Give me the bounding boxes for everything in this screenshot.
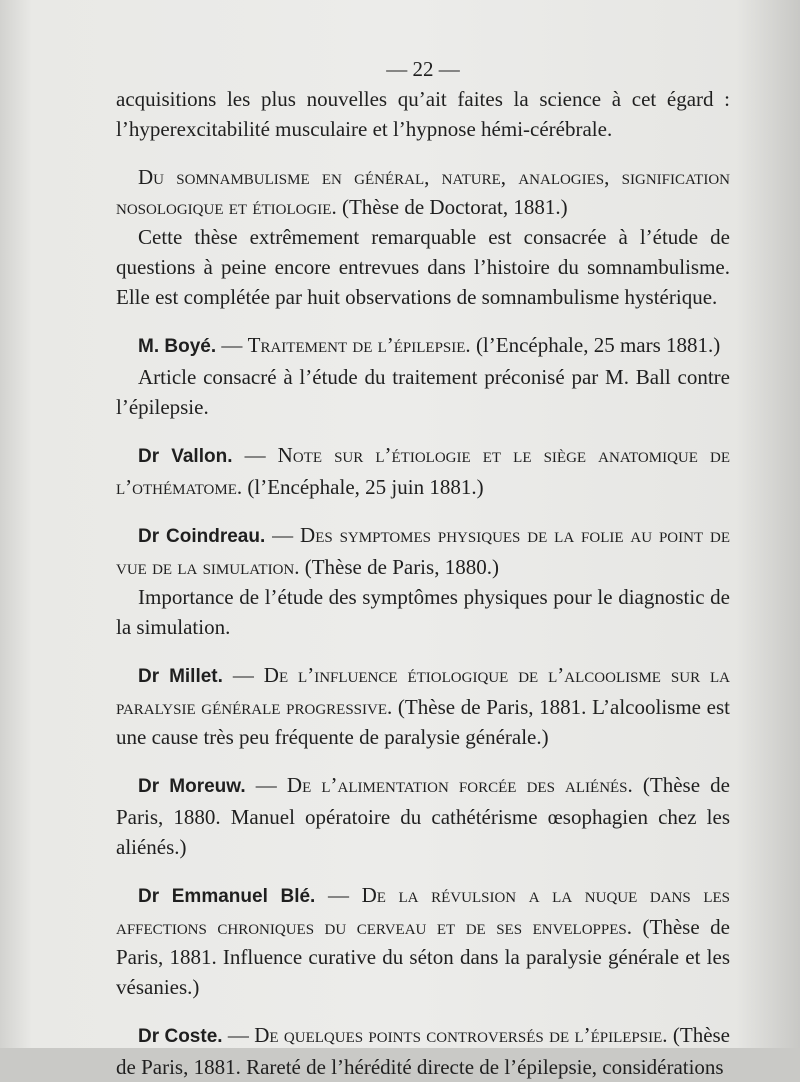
entry-reference: (l’Encéphale, 25 juin 1881.) xyxy=(242,475,484,499)
entry-heading xyxy=(116,330,730,362)
page-text xyxy=(116,54,730,1082)
entry-heading xyxy=(116,880,730,1002)
entry-heading xyxy=(116,660,730,752)
entry-title: Du somnambulisme en général, nature, analogies, signification nosologique et étiologie. xyxy=(116,165,730,219)
entry-title: Traitement de l’épilepsie. xyxy=(247,333,471,357)
entry-summary: Article consacré à l’étude du traitement préconisé par M. Ball contre l’épilepsie. xyxy=(116,365,730,419)
entry-title: De la révulsion a la nuque dans les affections chroniques du cerveau et de ses enveloppes. xyxy=(116,883,731,939)
entry-separator: — xyxy=(232,443,278,467)
intro-paragraph: acquisitions les plus nouvelles qu’ait faites la science à cet égard : l’hyperexcitabilité musculaire et l’hypnose hémi-cérébrale. xyxy=(116,87,730,141)
entry-author: Dr Coste. xyxy=(138,1026,223,1047)
entry-title: De quelques points controversés de l’épilepsie. xyxy=(254,1023,668,1047)
entry-heading xyxy=(116,162,730,222)
entry-separator: — xyxy=(216,333,248,357)
entry-reference: (Thèse de Paris, 1880.) xyxy=(299,555,499,579)
bibliography-entry xyxy=(116,440,730,502)
entry-separator: — xyxy=(315,883,362,907)
entry-author: Dr Coindreau. xyxy=(138,526,266,547)
entry-summary: Importance de l’étude des symptômes physiques pour le diagnostic de la simulation. xyxy=(116,585,730,639)
entry-reference: (l’Encéphale, 25 mars 1881.) xyxy=(470,333,721,357)
entry-heading xyxy=(116,520,730,582)
entry-author: Dr Vallon. xyxy=(138,446,233,467)
entry-summary: Cette thèse extrêmement remarquable est consacrée à l’étude de questions à peine encore entrevues dans l’histoire du somnambulisme. Elle est complétée par huit observations de somnambulisme hystérique. xyxy=(116,225,730,309)
entry-heading xyxy=(116,440,730,502)
entry-heading xyxy=(116,1020,730,1082)
entry-separator: — xyxy=(222,1023,255,1047)
page-number: — 22 — xyxy=(386,57,460,81)
bibliography-entry xyxy=(116,162,730,312)
entry-author: M. Boyé. xyxy=(138,336,217,357)
bibliography-entry xyxy=(116,330,730,422)
entry-reference: (Thèse de Paris, 1881. L’alcoolisme est une cause très peu fréquente de paralysie générale.) xyxy=(116,695,730,749)
entry-author: Dr Moreuw. xyxy=(138,776,246,797)
entry-separator: — xyxy=(265,523,301,547)
entry-title: De l’alimentation forcée des aliénés. xyxy=(286,773,633,797)
entry-title: Note sur l’étiologie et le siège anatomique de l’othématome. xyxy=(116,443,730,499)
entry-separator: — xyxy=(222,663,264,687)
entry-reference: (Thèse de Doctorat, 1881.) xyxy=(336,195,568,219)
entry-author: Dr Millet. xyxy=(138,666,223,687)
entry-separator: — xyxy=(245,773,287,797)
entry-title: De l’influence étiologique de l’alcoolisme sur la paralysie générale progressive. xyxy=(116,663,731,719)
bibliography-entry xyxy=(116,660,730,752)
entry-reference: (Thèse de Paris, 1880. Manuel opératoire du cathétérisme œsophagien chez les aliénés.) xyxy=(116,773,730,859)
entry-author: Dr Emmanuel Blé. xyxy=(138,886,316,907)
entry-reference: (Thèse de Paris, 1881. Influence curative du séton dans la paralysie générale et les vésanies.) xyxy=(116,915,730,999)
bibliography-entries xyxy=(116,162,730,1082)
entry-title: Des symptomes physiques de la folie au point de vue de la simulation. xyxy=(116,523,731,579)
bibliography-entry xyxy=(116,880,730,1002)
entry-heading xyxy=(116,770,730,862)
entry-reference: (Thèse de Paris, 1881. Rareté de l’hérédité directe de l’épilepsie, considérations xyxy=(116,1023,731,1079)
bibliography-entry xyxy=(116,1020,730,1082)
bibliography-entry xyxy=(116,520,730,642)
bibliography-entry xyxy=(116,770,730,862)
